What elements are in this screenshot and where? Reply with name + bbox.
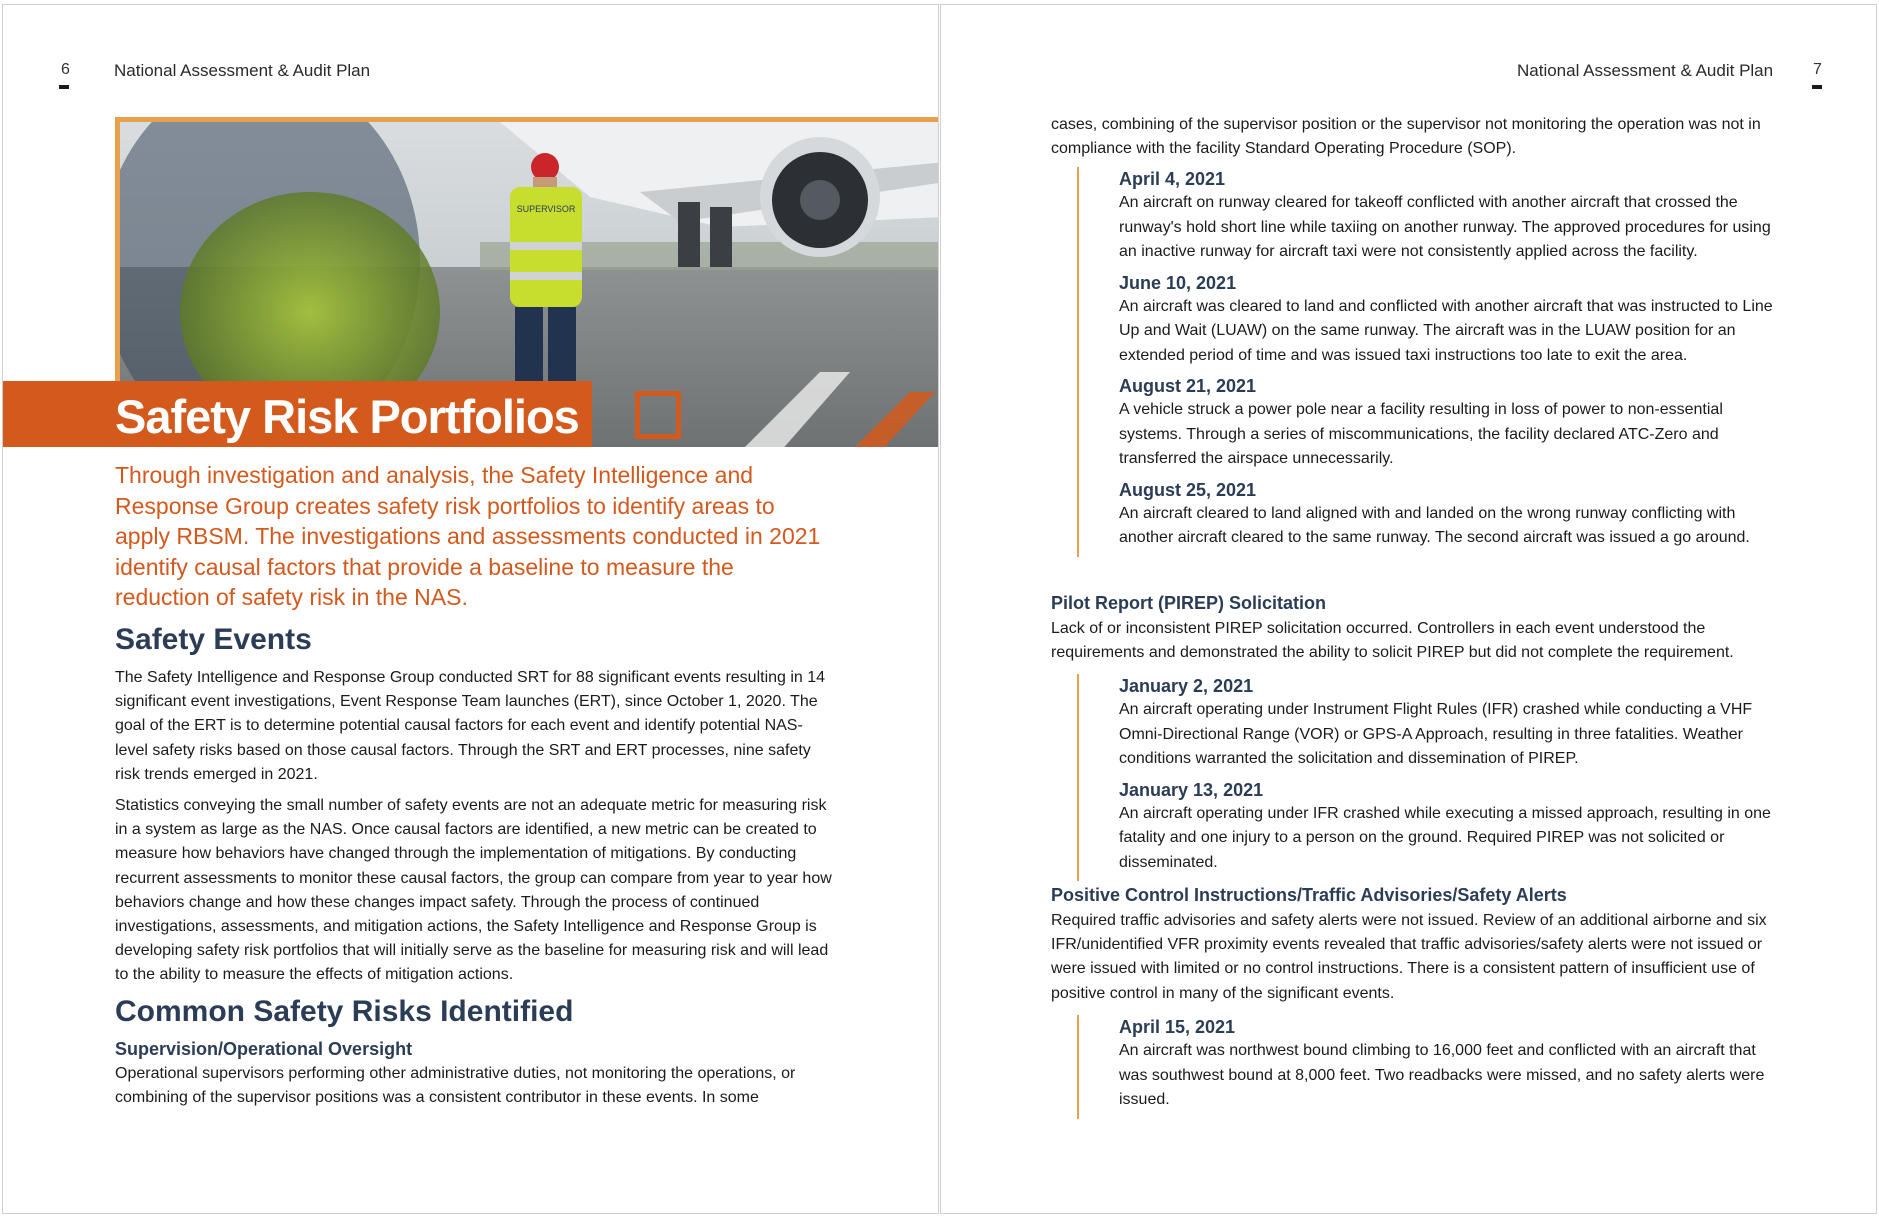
page-number: 6 [61, 61, 70, 78]
safety-events-body [115, 666, 835, 995]
event-text: An aircraft operating under Instrument Flight Rules (IFR) crashed while conducting a VHF Omni-Directional Range (VOR) or GPS-A Approach, resulting in three fatalities. Weather conditions warranted the solicitation and dissemination of PIREP. [1119, 701, 1753, 767]
page-number: 7 [1813, 61, 1822, 78]
positive-control-heading: Positive Control Instructions/Traffic Advisories/Safety Alerts [1051, 885, 1567, 905]
positive-control-text: Required traffic advisories and safety alerts were not issued. Review of an additional airborne and six IFR/unidentified VFR proximity events revealed that traffic advisories/safety alerts were not issued or were issued with limited or no control instructions. There is a consistent pattern of insufficient use of positive control in many of the significant events. [1051, 912, 1767, 1002]
event-date: August 25, 2021 [1119, 479, 1257, 500]
safety-events-paragraph-2: Statistics conveying the small number of safety events are not an adequate metric for measuring risk in a system as large as the NAS. Once causal factors are identified, a new metric can be created to measure how behaviors have changed through the implementation of mitigations. By conducting recurrent assessments to monitor these causal factors, the group can compare from year to year how behaviors change and how these changes impact safety. Through the process of continued investigations, assessments, and mitigation actions, the Safety Intelligence and Response Group is developing safety risk portfolios that will initially serve as the baseline for measuring risk and will lead to the ability to measure the effects of mitigation actions. [115, 797, 832, 984]
event-text: A vehicle struck a power pole near a facility resulting in loss of power to non-essential systems. Through a series of miscommunications, the facility declared ATC-Zero and transferred the airspace unnecessarily. [1119, 401, 1723, 467]
page-title: Safety Risk Portfolios [115, 390, 579, 443]
event-date: January 2, 2021 [1119, 676, 1254, 696]
right-page [940, 4, 1877, 1214]
event-date: April 15, 2021 [1119, 1017, 1236, 1037]
pirep-heading: Pilot Report (PIREP) Solicitation [1051, 593, 1327, 613]
event-date: August 21, 2021 [1119, 376, 1257, 396]
event-date: April 4, 2021 [1119, 169, 1226, 189]
intro-paragraph: Through investigation and analysis, the Safety Intelligence and Response Group creates safety risk portfolios to identify areas to apply RBSM. The investigations and assessments conducted in 2021 identify causal factors that provide a baseline to measure the reduction of safety risk in the NAS. [115, 462, 821, 611]
event-date: January 13, 2021 [1119, 779, 1264, 800]
event-text: An aircraft operating under IFR crashed while executing a missed approach, resulting in one fatality and one injury to a person on the ground. Required PIREP was not solicited or disseminated. [1119, 804, 1771, 871]
event-text: An aircraft was northwest bound climbing to 16,000 feet and conflicted with an aircraft that was southwest bound at 8,000 feet. Two readbacks were missed, and no safety alerts were issued. [1119, 1042, 1765, 1108]
common-risks-heading: Common Safety Risks Identified [115, 995, 574, 1028]
safety-events-paragraph-1: The Safety Intelligence and Response Group conducted SRT for 88 significant events resulting in 14 significant event investigations, Event Response Team launches (ERT), since October 1, 2020. The goal of the ERT is to determine potential causal factors for each event and identify potential NAS-level safety risks based on those causal factors. Through the SRT and ERT processes, nine safety risk trends emerged in 2021. [115, 669, 826, 783]
events-list-1 [1077, 167, 1777, 557]
event-date: June 10, 2021 [1119, 272, 1237, 293]
safety-events-heading: Safety Events [115, 623, 312, 656]
events-list-2 [1077, 674, 1777, 881]
page-number-marker [1812, 85, 1822, 89]
event-item [1079, 167, 1777, 265]
event-item [1079, 1015, 1777, 1113]
running-head: National Assessment & Audit Plan [1517, 61, 1774, 80]
event-item [1079, 674, 1777, 772]
supervision-subheading: Supervision/Operational Oversight [115, 1039, 413, 1059]
event-item [1079, 778, 1777, 876]
event-text: An aircraft was cleared to land and conflicted with another aircraft that was instructed to Line Up and Wait (LUAW) on the same runway. The aircraft was in the LUAW position for an extended period of time and was issued taxi instructions too late to exit the area. [1119, 297, 1773, 364]
event-text: An aircraft cleared to land aligned with and landed on the wrong runway conflicting with another aircraft cleared to the same runway. The second aircraft was issued a go around. [1119, 504, 1750, 546]
event-item [1079, 374, 1777, 472]
continuation-text: cases, combining of the supervisor position or the supervisor not monitoring the operation was not in compliance with the facility Standard Operating Procedure (SOP). [1051, 116, 1761, 158]
pirep-text: Lack of or inconsistent PIREP solicitation occurred. Controllers in each event understood the requirements and demonstrated the ability to solicit PIREP but did not complete the requirement. [1051, 620, 1734, 662]
event-item [1079, 271, 1777, 369]
vest-label: SUPERVISOR [516, 204, 576, 214]
events-list-3 [1077, 1015, 1777, 1119]
left-page [2, 4, 939, 1214]
supervision-text: Operational supervisors performing other administrative duties, not monitoring the operations, or combining of the supervisor positions was a consistent contributor in these events. In some [115, 1065, 796, 1107]
running-head: National Assessment & Audit Plan [114, 61, 371, 80]
page-number-marker [59, 85, 69, 89]
title-accent-square [635, 391, 681, 439]
event-text: An aircraft on runway cleared for takeoff conflicted with another aircraft that crossed the runway's hold short line while taxiing on another runway. The approved procedures for using an inactive runway for aircraft taxi were not consistently applied across the facility. [1119, 194, 1771, 260]
event-item [1079, 478, 1777, 551]
